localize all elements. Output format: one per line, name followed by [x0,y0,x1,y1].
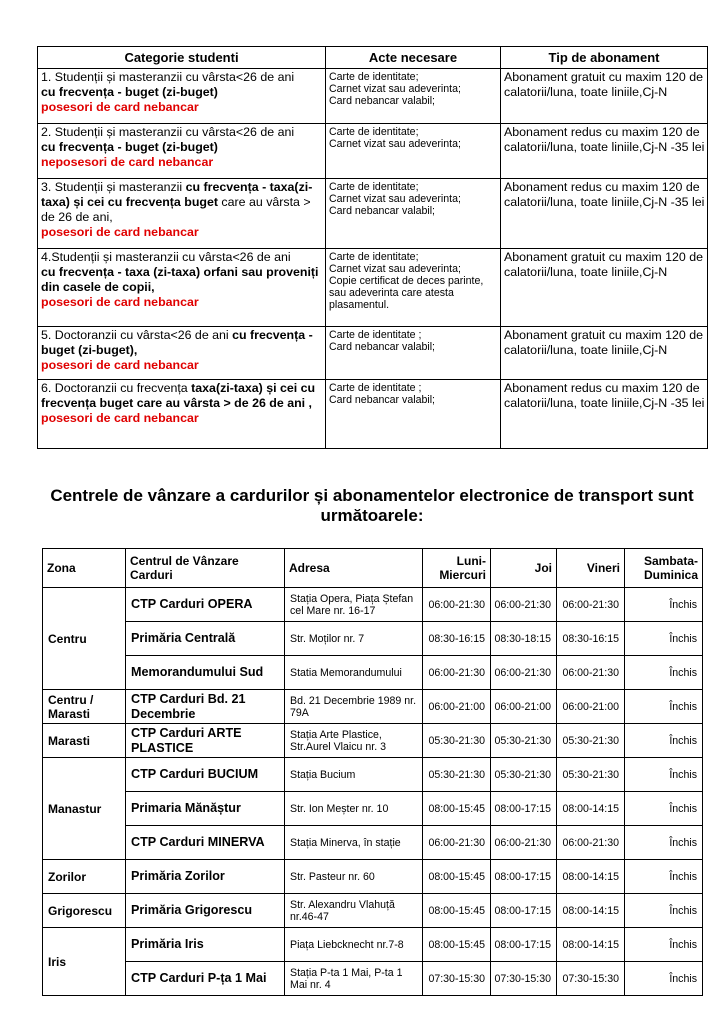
sales-centers-table [42,548,703,996]
acte-cell [326,179,501,249]
hours-luni-miercuri: 08:00-15:45 [423,928,491,962]
address: Stația Arte Plastice, Str.Aurel Vlaicu nr. 3 [285,724,423,758]
categorie-text: 5. Doctoranzii cu vârsta<26 de ani [41,328,233,342]
categorie-cell [38,380,326,449]
header-categorie: Categorie studenti [38,47,326,69]
hours-weekend: Închis [625,826,703,860]
zone-cell: Iris [43,928,126,996]
zone-cell: Marasti [43,724,126,758]
acte-cell [326,327,501,380]
table-header-row [43,549,703,588]
table-row [38,179,708,249]
center-name: CTP Carduri MINERVA [126,826,285,860]
hours-vineri: 08:30-16:15 [557,622,625,656]
address: Str. Ion Meșter nr. 10 [285,792,423,826]
tip-cell: Abonament gratuit cu maxim 120 de calatorii/luna, toate liniile,Cj-N [501,69,708,124]
categorie-cell [38,69,326,124]
hours-weekend: Închis [625,690,703,724]
center-name: Primaria Mănăștur [126,792,285,826]
categorie-text: 6. Doctoranzii cu frecvența [41,381,192,395]
table-row [38,380,708,449]
hours-vineri: 08:00-14:15 [557,928,625,962]
hours-luni-miercuri: 08:00-15:45 [423,860,491,894]
table-row [43,724,703,758]
categorie-cell [38,249,326,327]
acte-item: Carte de identitate; [329,181,419,193]
address: Stația Minerva, în stație [285,826,423,860]
table-row [43,622,703,656]
sales-centers-heading: Centrele de vânzare a cardurilor și abonamentelor electronice de transport sunt următoarele: [50,486,694,525]
acte-item: Carte de identitate ; [329,382,422,394]
acte-item: Card nebancar valabil; [329,341,435,353]
acte-item: Card nebancar valabil; [329,205,435,217]
acte-item: Carte de identitate; [329,251,419,263]
zone-cell: Zorilor [43,860,126,894]
hours-luni-miercuri: 05:30-21:30 [423,724,491,758]
table-row [43,690,703,724]
table-row [43,758,703,792]
categorie-red: posesori de card nebancar [41,225,199,239]
acte-cell [326,249,501,327]
hours-vineri: 06:00-21:30 [557,656,625,690]
categorie-text: 2. Studenții și masteranzii cu vârsta<26 de ani [41,125,295,139]
header-zona: Zona [43,549,126,588]
table-row [43,962,703,996]
center-name: CTP Carduri BUCIUM [126,758,285,792]
hours-luni-miercuri: 06:00-21:00 [423,690,491,724]
acte-cell [326,69,501,124]
table-row [38,124,708,179]
hours-vineri: 05:30-21:30 [557,724,625,758]
categorie-cell [38,124,326,179]
header-vineri: Vineri [557,549,625,588]
hours-joi: 08:00-17:15 [491,792,557,826]
hours-weekend: Închis [625,962,703,996]
hours-weekend: Închis [625,792,703,826]
acte-item: Card nebancar valabil; [329,394,435,406]
table-row [38,249,708,327]
hours-vineri: 08:00-14:15 [557,792,625,826]
hours-luni-miercuri: 06:00-21:30 [423,588,491,622]
header-joi: Joi [491,549,557,588]
hours-luni-miercuri: 08:00-15:45 [423,894,491,928]
center-name: CTP Carduri OPERA [126,588,285,622]
hours-vineri: 08:00-14:15 [557,860,625,894]
categorie-bold: cu frecvența - buget (zi-buget), [41,328,313,357]
acte-item: Carnet vizat sau adeverinta; [329,193,461,205]
address: Bd. 21 Decembrie 1989 nr. 79A [285,690,423,724]
acte-item: Copie certificat de deces parinte, sau adeverinta care atesta plasamentul. [329,275,484,311]
table-row [43,860,703,894]
address: Stația Bucium [285,758,423,792]
hours-joi: 06:00-21:30 [491,656,557,690]
header-adresa: Adresa [285,549,423,588]
categorie-bold: cu frecvența - taxa (zi-taxa) orfani sau proveniți din casele de copii, [41,265,319,294]
table-row [43,588,703,622]
acte-cell [326,380,501,449]
categorie-cell [38,179,326,249]
hours-weekend: Închis [625,860,703,894]
categorie-text: 4.Studenții și masteranzii cu vârsta<26 de ani [41,250,291,264]
hours-luni-miercuri: 06:00-21:30 [423,656,491,690]
hours-luni-miercuri: 06:00-21:30 [423,826,491,860]
tip-cell: Abonament redus cu maxim 120 de calatorii/luna, toate liniile,Cj-N -35 lei [501,179,708,249]
categorie-text: care au vârsta > de 26 de ani, [41,195,311,224]
hours-weekend: Închis [625,724,703,758]
hours-luni-miercuri: 08:00-15:45 [423,792,491,826]
tip-cell: Abonament redus cu maxim 120 de calatorii/luna, toate liniile,Cj-N -35 lei [501,124,708,179]
zone-cell: Centru / Marasti [43,690,126,724]
categorie-bold: cu frecvența - taxa(zi-taxa) și cei cu frecvența buget [41,180,313,209]
categorie-cell [38,327,326,380]
categorie-bold: cu frecvența - buget (zi-buget) [41,85,218,99]
center-name: Primăria Zorilor [126,860,285,894]
table-row [43,792,703,826]
header-tip: Tip de abonament [501,47,708,69]
address: Str. Alexandru Vlahuță nr.46-47 [285,894,423,928]
hours-weekend: Închis [625,758,703,792]
hours-joi: 07:30-15:30 [491,962,557,996]
address: Str. Moților nr. 7 [285,622,423,656]
zone-cell: Centru [43,588,126,690]
hours-weekend: Închis [625,894,703,928]
table-row [38,69,708,124]
hours-vineri: 05:30-21:30 [557,758,625,792]
zone-cell: Manastur [43,758,126,860]
hours-weekend: Închis [625,622,703,656]
categorie-red: neposesori de card nebancar [41,155,214,169]
acte-cell [326,124,501,179]
tip-cell: Abonament gratuit cu maxim 120 de calatorii/luna, toate liniile,Cj-N [501,249,708,327]
table-row [43,928,703,962]
hours-joi: 06:00-21:30 [491,826,557,860]
hours-weekend: Închis [625,928,703,962]
acte-item: Carte de identitate ; [329,329,422,341]
hours-weekend: Închis [625,656,703,690]
categorie-text: 1. Studenții și masteranzii cu vârsta<26 de ani [41,70,295,84]
hours-joi: 08:30-18:15 [491,622,557,656]
hours-vineri: 08:00-14:15 [557,894,625,928]
center-name: Primăria Centrală [126,622,285,656]
hours-joi: 08:00-17:15 [491,894,557,928]
table-header-row [38,47,708,69]
hours-vineri: 07:30-15:30 [557,962,625,996]
table-row [43,894,703,928]
acte-item: Carnet vizat sau adeverinta; [329,83,461,95]
acte-item: Card nebancar valabil; [329,95,435,107]
center-name: Primăria Iris [126,928,285,962]
hours-joi: 06:00-21:00 [491,690,557,724]
center-name: CTP Carduri P-ța 1 Mai [126,962,285,996]
center-name: CTP Carduri ARTE PLASTICE [126,724,285,758]
hours-vineri: 06:00-21:30 [557,588,625,622]
categorie-text: 3. Studenții și masteranzii [41,180,186,194]
address: Statia Memorandumului [285,656,423,690]
center-name: Memorandumului Sud [126,656,285,690]
student-categories-table [37,46,708,449]
acte-item: Carnet vizat sau adeverinta; [329,138,461,150]
table-row [38,327,708,380]
acte-item: Carte de identitate; [329,71,419,83]
hours-vineri: 06:00-21:00 [557,690,625,724]
hours-joi: 05:30-21:30 [491,758,557,792]
hours-joi: 06:00-21:30 [491,588,557,622]
address: Stația P-ta 1 Mai, P-ta 1 Mai nr. 4 [285,962,423,996]
header-luni-miercuri: Luni-Miercuri [423,549,491,588]
hours-joi: 08:00-17:15 [491,860,557,894]
table-row [43,656,703,690]
address: Piața Liebcknecht nr.7-8 [285,928,423,962]
header-sambata-duminica: Sambata-Duminica [625,549,703,588]
hours-luni-miercuri: 08:30-16:15 [423,622,491,656]
hours-vineri: 06:00-21:30 [557,826,625,860]
center-name: Primăria Grigorescu [126,894,285,928]
header-acte: Acte necesare [326,47,501,69]
categorie-red: posesori de card nebancar [41,411,199,425]
tip-cell: Abonament redus cu maxim 120 de calatorii/luna, toate liniile,Cj-N -35 lei [501,380,708,449]
hours-weekend: Închis [625,588,703,622]
hours-joi: 05:30-21:30 [491,724,557,758]
categorie-red: posesori de card nebancar [41,358,199,372]
hours-joi: 08:00-17:15 [491,928,557,962]
acte-item: Carnet vizat sau adeverinta; [329,263,461,275]
categorie-bold: taxa(zi-taxa) și cei cu frecvența buget care au vârsta > de 26 de ani , [41,381,316,410]
hours-luni-miercuri: 07:30-15:30 [423,962,491,996]
table-row [43,826,703,860]
categorie-red: posesori de card nebancar [41,295,199,309]
categorie-bold: cu frecvența - buget (zi-buget) [41,140,218,154]
address: Str. Pasteur nr. 60 [285,860,423,894]
acte-item: Carte de identitate; [329,126,419,138]
categorie-red: posesori de card nebancar [41,100,199,114]
zone-cell: Grigorescu [43,894,126,928]
header-centru: Centrul de Vânzare Carduri [126,549,285,588]
hours-luni-miercuri: 05:30-21:30 [423,758,491,792]
center-name: CTP Carduri Bd. 21 Decembrie [126,690,285,724]
tip-cell: Abonament gratuit cu maxim 120 de calatorii/luna, toate liniile,Cj-N [501,327,708,380]
address: Stația Opera, Piața Ștefan cel Mare nr. 16-17 [285,588,423,622]
